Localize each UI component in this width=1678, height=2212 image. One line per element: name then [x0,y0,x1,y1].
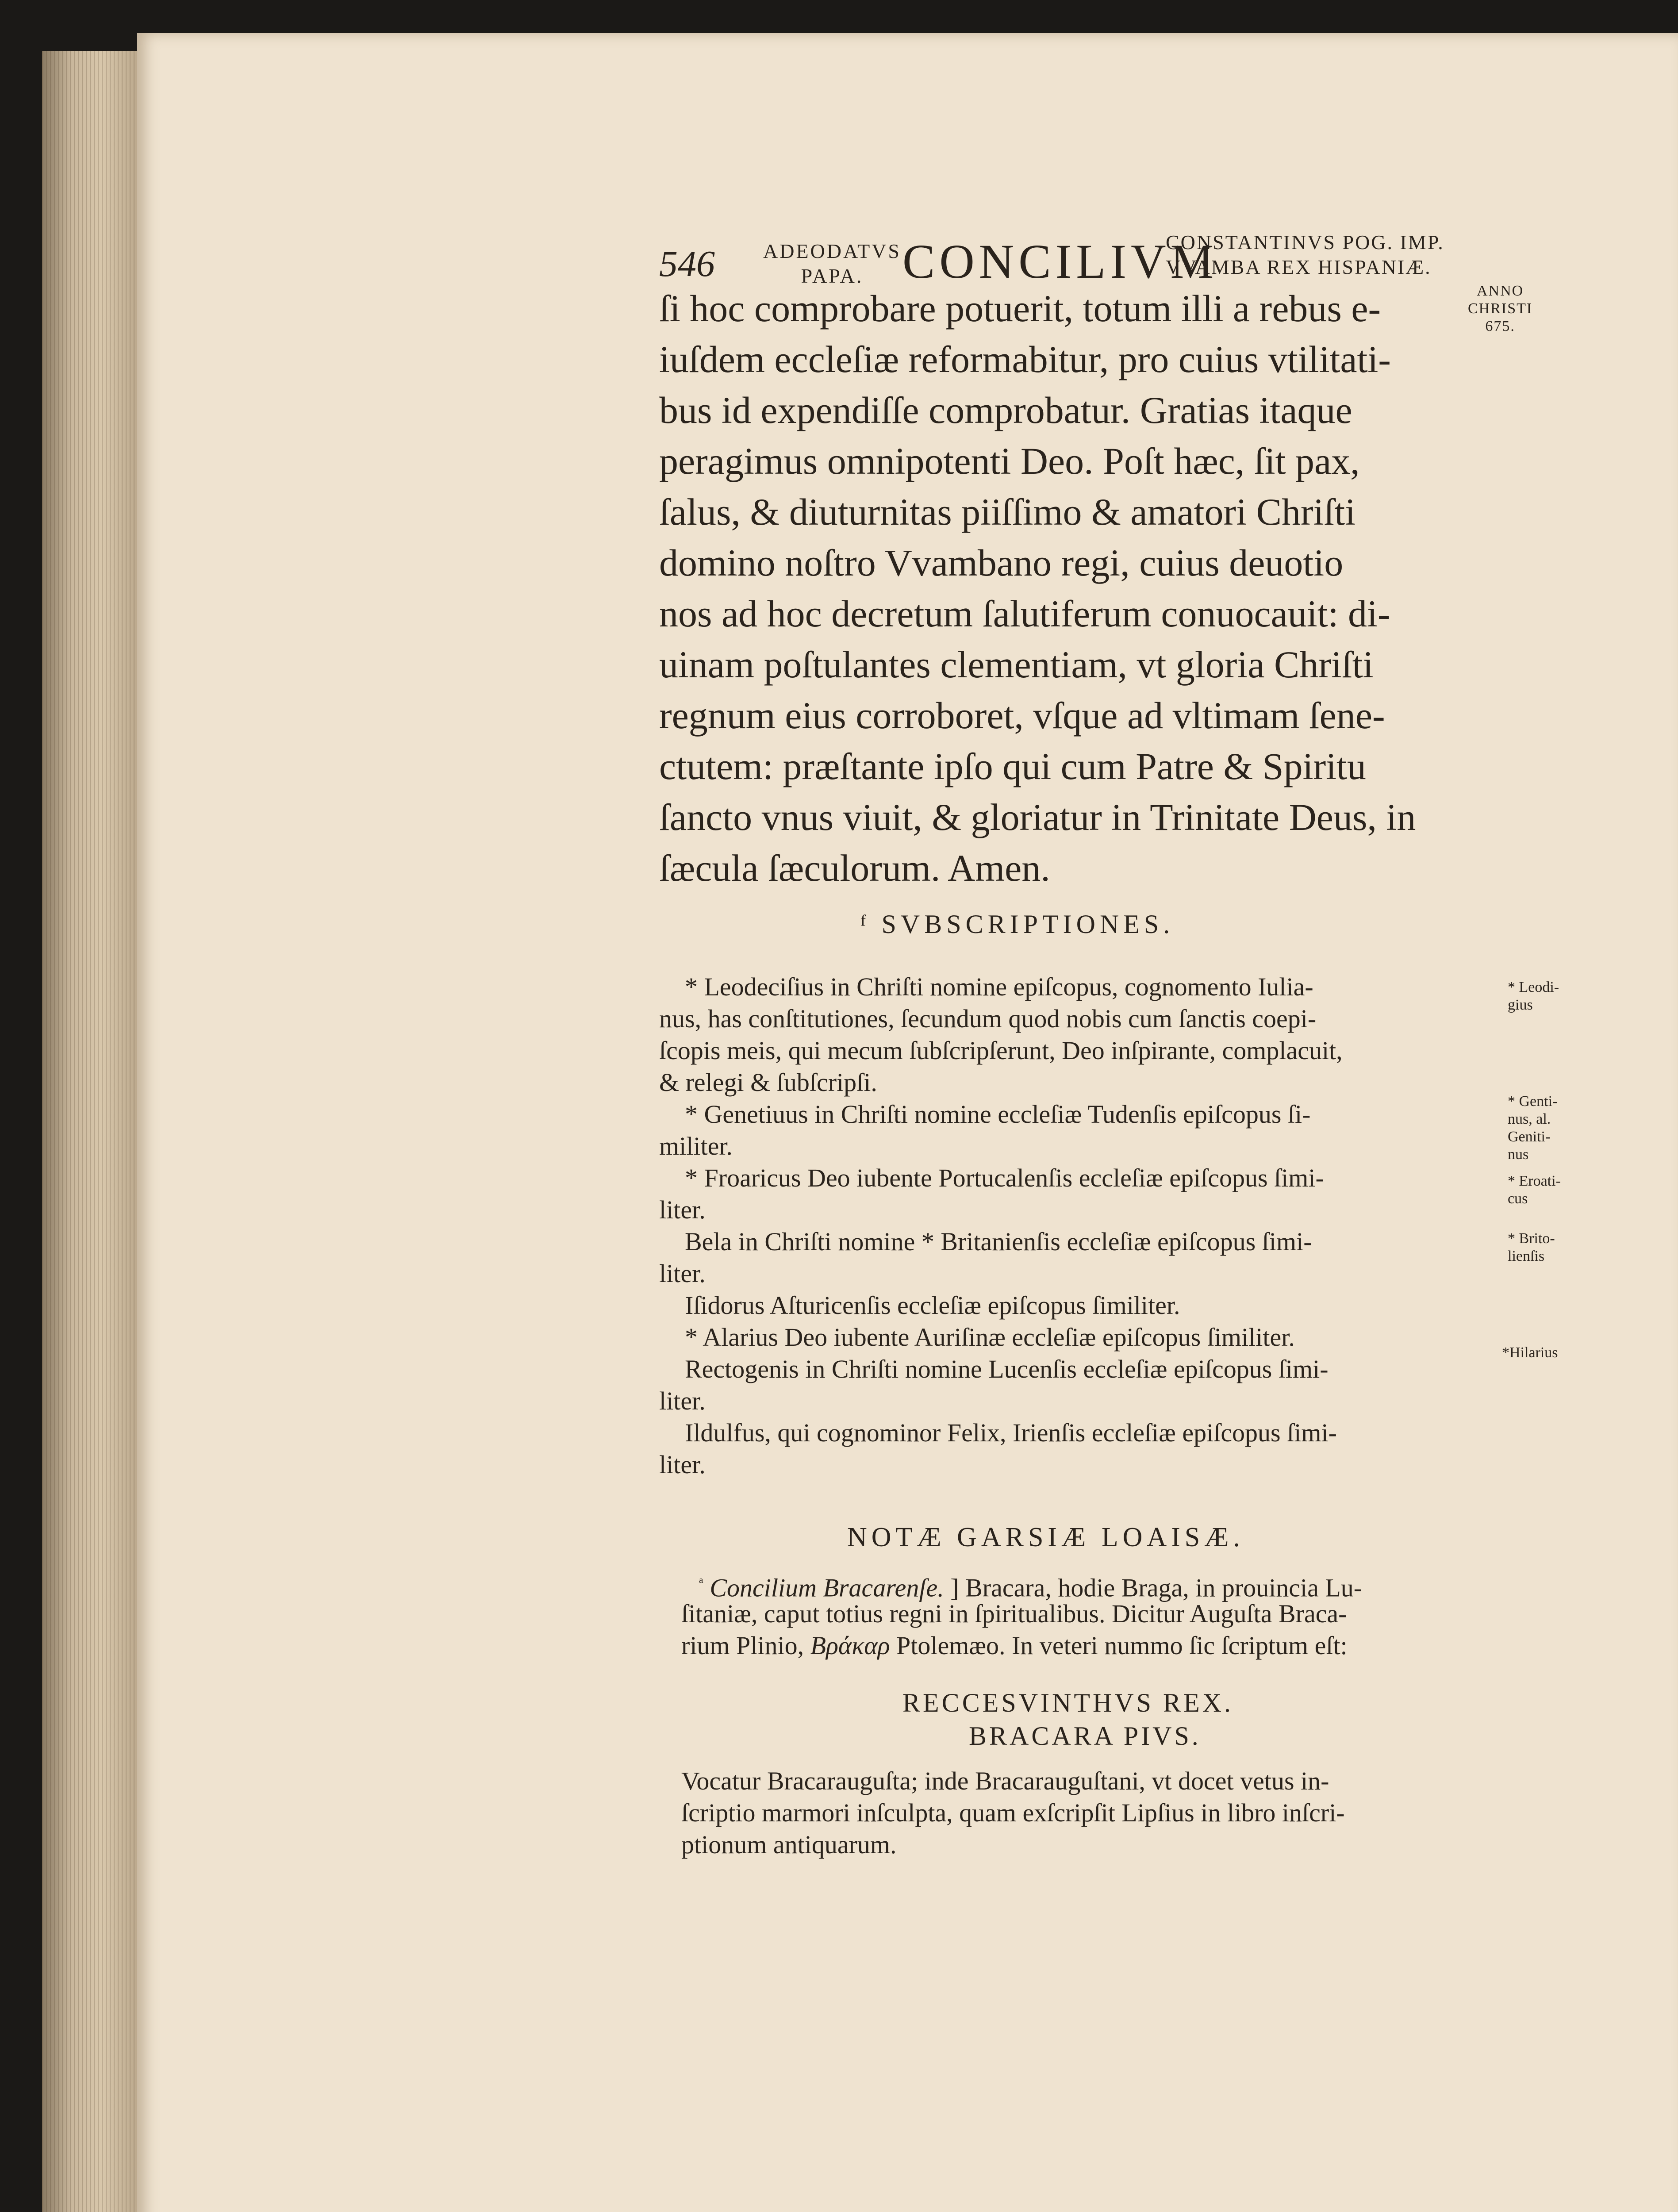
notes-lemma: Concilium Bracarenſe. [710,1573,944,1602]
margin-note-line: * Leodi- [1508,979,1559,995]
margin-note-line: gius [1508,997,1533,1013]
text-line: iuſdem eccleſiæ reformabitur, pro cuius vtilitati- [659,338,1391,380]
subscriptions-heading: ᶠ SVBSCRIPTIONES. [860,910,1175,939]
text-line: uinam poſtulantes clementiam, vt gloria Chriſti [659,643,1374,686]
text-line: peragimus omnipotenti Deo. Poſt hæc, ſit pax, [659,440,1360,482]
text-line: ctutem: præſtante ipſo qui cum Patre & Spiritu [659,745,1366,787]
inscription-line-2: BRACARA PIVS. [969,1721,1201,1751]
running-head-right-line-2: VVAMBA REX HISPANIÆ. [1166,256,1432,278]
anno-line-2: CHRISTI [1468,300,1533,317]
subscriptions-list [659,971,1509,1481]
subscription-line: * Alarius Deo iubente Auriſinæ eccleſiæ epiſcopus ſimiliter. [685,1323,1295,1352]
text-line: nos ad hoc decretum ſalutiferum conuocauit: di- [659,592,1390,635]
margin-note-line: Geniti- [1508,1129,1551,1145]
subscription-line: * Leodeciſius in Chriſti nomine epiſcopus, cognomento Iulia- [685,972,1313,1001]
margin-note-eroaticus [1508,1172,1561,1208]
margin-note-hilarius: *Hilarius [1502,1344,1558,1361]
book-page-edge [42,51,142,2212]
footnote-marker: ᵃ [699,1573,703,1591]
margin-note-line: * Brito- [1508,1230,1555,1247]
anno-line-3: 675. [1485,318,1515,334]
text-line: ſi hoc comprobare potuerit, totum illi a rebus e- [659,287,1381,330]
text-line: ſæcula ſæculorum. Amen. [659,847,1050,889]
text-line: domino noſtro Vvambano regi, cuius deuotio [659,541,1344,584]
running-head-right [1166,230,1444,280]
subscription-line: ſcopis meis, qui mecum ſubſcripſerunt, Deo inſpirante, complacuit, [659,1036,1343,1065]
notes-heading: NOTÆ GARSIÆ LOAISÆ. [847,1522,1244,1552]
page-number: 546 [659,243,715,284]
notes-line-1 [681,1566,1522,1602]
anno-line-1: ANNO [1477,283,1524,299]
notes-line-3-a: rium Plinio, [681,1631,804,1660]
subscription-line: Rectogenis in Chriſti nomine Lucenſis eccleſiæ epiſcopus ſimi- [685,1355,1329,1383]
notes-line-3 [681,1630,1522,1662]
running-head-left-line-1: ADEODATVS [763,240,901,262]
margin-note-line: nus [1508,1146,1529,1163]
subscription-line: militer. [659,1132,733,1160]
subscription-line: Iſidorus Aſturicenſis eccleſiæ epiſcopus ſimiliter. [685,1291,1180,1320]
margin-note-line: * Eroati- [1508,1173,1561,1189]
subscription-line: * Froaricus Deo iubente Portucalenſis eccleſiæ epiſcopus ſimi- [685,1164,1324,1192]
subscription-line: liter. [659,1259,706,1288]
margin-note-line: lienſis [1508,1248,1545,1264]
subscription-line: Bela in Chriſti nomine * Britanienſis eccleſiæ epiſcopus ſimi- [685,1227,1312,1256]
margin-note-britoliensis [1508,1230,1555,1265]
margin-note-line: nus, al. [1508,1111,1551,1127]
main-text [659,283,1500,894]
running-head-right-line-1: CONSTANTINVS POG. IMP. [1166,231,1444,253]
final-line: ptionum antiquarum. [681,1830,897,1859]
text-line: bus id expendiſſe comprobatur. Gratias itaque [659,389,1352,431]
running-head-left-line-2: PAPA. [801,265,864,287]
inscription-line-1: RECCESVINTHVS REX. [902,1688,1234,1717]
notes-text [681,1566,1522,1662]
running-head-left [763,239,901,288]
notes-line-1-rest: ] Bracara, hodie Braga, in prouincia Lu- [950,1573,1363,1602]
final-line: ſcriptio marmori inſculpta, quam exſcripſit Lipſius in libro inſcri- [681,1798,1345,1827]
margin-note-line: cus [1508,1190,1528,1207]
subscription-line: liter. [659,1450,706,1479]
greek-word: Βράκαρ [810,1631,890,1660]
margin-note-gentinus [1508,1093,1557,1164]
notes-line-3-b: Ptolemæo. In veteri nummo ſic ſcriptum eſt: [896,1631,1348,1660]
final-line: Vocatur Bracarauguſta; inde Bracarauguſtani, vt docet vetus in- [681,1767,1329,1795]
margin-note-line: * Genti- [1508,1093,1558,1110]
page-edge-lines [42,51,142,2212]
text-line: regnum eius corroboret, vſque ad vltimam ſene- [659,694,1385,737]
subscription-line: liter. [659,1195,706,1224]
text-line: ſalus, & diuturnitas piiſſimo & amatori Chriſti [659,491,1356,533]
subscription-line: liter. [659,1386,706,1415]
text-line: ſancto vnus viuit, & gloriatur in Trinitate Deus, in [659,796,1416,838]
subscription-line: Ildulfus, qui cognominor Felix, Irienſis eccleſiæ epiſcopus ſimi- [685,1418,1337,1447]
margin-note-leodigius [1508,979,1559,1014]
page-title: CONCILIVM [902,234,1218,288]
subscription-line: * Genetiuus in Chriſti nomine eccleſiæ Tudenſis epiſcopus ſi- [685,1100,1311,1129]
notes-line-2: ſitaniæ, caput totius regni in ſpiritualibus. Dicitur Auguſta Braca- [681,1599,1347,1628]
final-paragraph [681,1765,1522,1861]
subscription-line: nus, has conſtitutiones, ſecundum quod nobis cum ſanctis coepi- [659,1004,1317,1033]
subscription-line: & relegi & ſubſcripſi. [659,1068,877,1097]
